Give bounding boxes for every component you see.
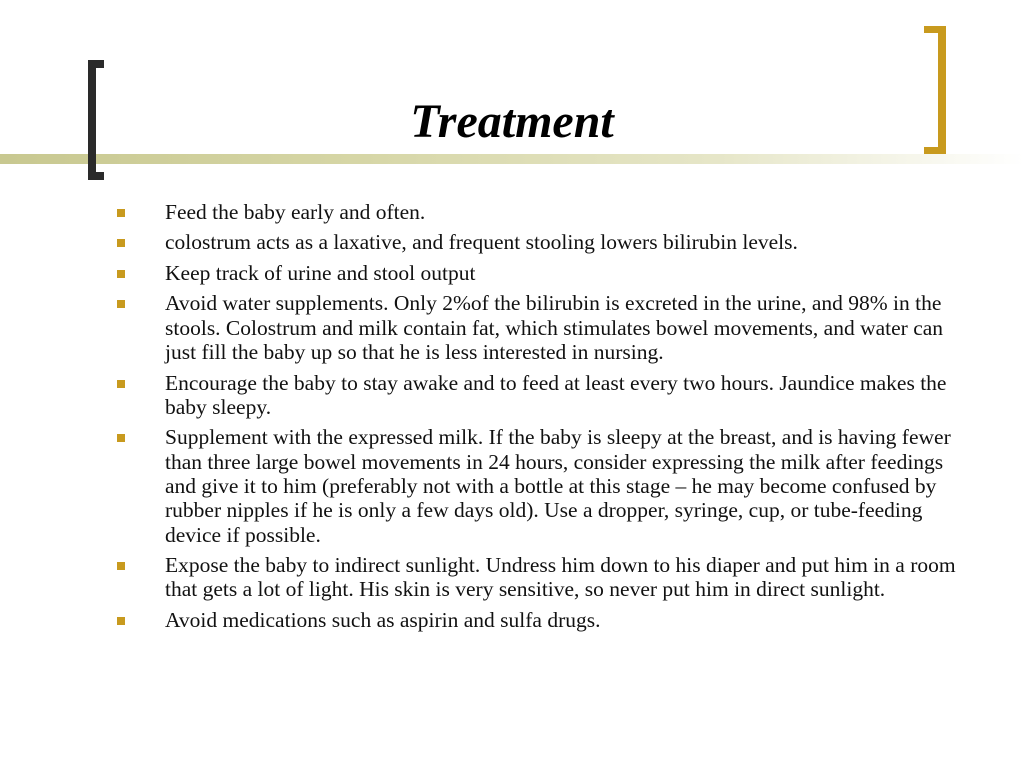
slide-title: Treatment xyxy=(410,95,614,148)
bullet-text: Encourage the baby to stay awake and to feed at least every two hours. Jaundice makes the baby sleepy. xyxy=(165,370,947,419)
bullet-item xyxy=(112,371,964,420)
bullet-text: Avoid medications such as aspirin and sulfa drugs. xyxy=(165,607,601,632)
bullet-item xyxy=(112,261,964,285)
bullet-list xyxy=(112,200,964,638)
bullet-item xyxy=(112,553,964,602)
bullet-item xyxy=(112,425,964,546)
square-bullet-icon xyxy=(117,239,125,247)
square-bullet-icon xyxy=(117,209,125,217)
square-bullet-icon xyxy=(117,617,125,625)
bullet-item xyxy=(112,608,964,632)
bullet-text: Avoid water supplements. Only 2%of the bilirubin is excreted in the urine, and 98% in the stools. Colostrum and milk contain fat, which stimulates bowel movements, and water can just fill the baby up so that he is less interested in nursing. xyxy=(165,291,944,365)
bullet-item xyxy=(112,230,964,254)
bullet-text: Keep track of urine and stool output xyxy=(165,260,476,285)
square-bullet-icon xyxy=(117,434,125,442)
bullet-item xyxy=(112,291,964,364)
bullet-text: colostrum acts as a laxative, and frequent stooling lowers bilirubin levels. xyxy=(165,230,798,255)
right-bracket-decoration xyxy=(924,26,946,154)
bullet-text: Supplement with the expressed milk. If the baby is sleepy at the breast, and is having fewer than three large bowel movements in 24 hours, consider expressing the milk after feedings and give it to him (preferably not with a bottle at this stage – he may become confused by rubber nipples if he is only a few days old). Use a dropper, syringe, cup, or tube-feeding device if possible. xyxy=(165,425,951,547)
left-bracket-decoration xyxy=(88,60,104,180)
square-bullet-icon xyxy=(117,380,125,388)
square-bullet-icon xyxy=(117,300,125,308)
bullet-item xyxy=(112,200,964,224)
square-bullet-icon xyxy=(117,562,125,570)
bullet-text: Expose the baby to indirect sunlight. Undress him down to his diaper and put him in a room that gets a lot of light. His skin is very sensitive, so never put him in direct sunlight. xyxy=(165,552,956,602)
square-bullet-icon xyxy=(117,270,125,278)
bullet-text: Feed the baby early and often. xyxy=(165,200,426,224)
title-underline-bar xyxy=(0,154,1024,164)
